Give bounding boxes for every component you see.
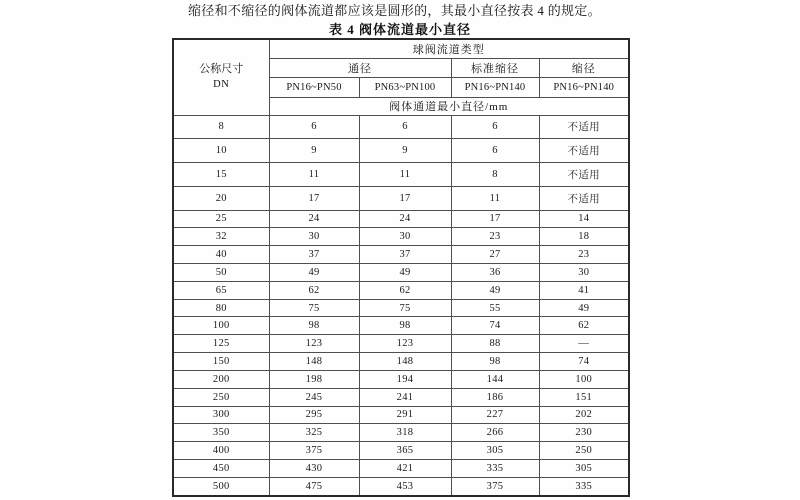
table-row (173, 186, 629, 210)
value-cell: 227 (451, 406, 539, 424)
value-cell: 186 (451, 388, 539, 406)
value-cell: 27 (451, 246, 539, 264)
value-cell: 6 (359, 115, 451, 139)
dn-cell: 350 (173, 424, 269, 442)
value-cell: 49 (269, 264, 359, 282)
header-flow-type: 球阀流道类型 (269, 39, 629, 58)
value-cell: 430 (269, 459, 359, 477)
value-cell: 75 (269, 299, 359, 317)
table-header (173, 39, 629, 115)
table-row (173, 317, 629, 335)
table-row (173, 246, 629, 264)
value-cell: 30 (539, 264, 629, 282)
table-row (173, 163, 629, 187)
header-pn63-pn100: PN63~PN100 (359, 77, 451, 97)
value-cell: 17 (451, 210, 539, 228)
value-cell: 291 (359, 406, 451, 424)
value-cell: 24 (359, 210, 451, 228)
value-cell: 23 (539, 246, 629, 264)
dn-cell: 400 (173, 442, 269, 460)
value-cell: 62 (269, 281, 359, 299)
value-cell: 453 (359, 477, 451, 496)
table-row (173, 424, 629, 442)
header-reduced-bore: 缩径 (539, 58, 629, 77)
table-row (173, 228, 629, 246)
value-cell: 421 (359, 459, 451, 477)
dn-cell: 300 (173, 406, 269, 424)
value-cell: 30 (359, 228, 451, 246)
table-row (173, 353, 629, 371)
table-row (173, 477, 629, 496)
value-cell: 49 (451, 281, 539, 299)
header-pn16-pn140-std: PN16~PN140 (451, 77, 539, 97)
value-cell: 不适用 (539, 163, 629, 187)
value-cell: 8 (451, 163, 539, 187)
value-cell: 305 (539, 459, 629, 477)
table-row (173, 264, 629, 282)
table-row (173, 442, 629, 460)
valve-bore-table (172, 38, 630, 497)
value-cell: 375 (269, 442, 359, 460)
dn-cell: 40 (173, 246, 269, 264)
value-cell: 98 (359, 317, 451, 335)
value-cell: 241 (359, 388, 451, 406)
dn-cell: 32 (173, 228, 269, 246)
value-cell: 41 (539, 281, 629, 299)
dn-cell: 65 (173, 281, 269, 299)
value-cell: 151 (539, 388, 629, 406)
value-cell: 100 (539, 370, 629, 388)
header-row-group (173, 39, 629, 58)
value-cell: 198 (269, 370, 359, 388)
value-cell: — (539, 335, 629, 353)
dn-cell: 8 (173, 115, 269, 139)
value-cell: 24 (269, 210, 359, 228)
dn-cell: 125 (173, 335, 269, 353)
dn-sub-label: DN (213, 79, 230, 91)
header-standard-reduced-bore: 标准缩径 (451, 58, 539, 77)
value-cell: 98 (451, 353, 539, 371)
table-caption: 表 4 阀体流道最小直径 (328, 22, 471, 37)
value-cell: 9 (269, 139, 359, 163)
table-row (173, 388, 629, 406)
value-cell: 148 (269, 353, 359, 371)
table-row (173, 115, 629, 139)
value-cell: 194 (359, 370, 451, 388)
table-row (173, 370, 629, 388)
dn-cell: 150 (173, 353, 269, 371)
value-cell: 6 (451, 115, 539, 139)
value-cell: 11 (359, 163, 451, 187)
value-cell: 318 (359, 424, 451, 442)
table-row (173, 406, 629, 424)
value-cell: 17 (269, 186, 359, 210)
value-cell: 123 (269, 335, 359, 353)
value-cell: 11 (269, 163, 359, 187)
value-cell: 144 (451, 370, 539, 388)
value-cell: 不适用 (539, 139, 629, 163)
value-cell: 123 (359, 335, 451, 353)
value-cell: 37 (269, 246, 359, 264)
value-cell: 325 (269, 424, 359, 442)
value-cell: 37 (359, 246, 451, 264)
dn-cell: 80 (173, 299, 269, 317)
value-cell: 375 (451, 477, 539, 496)
value-cell: 250 (539, 442, 629, 460)
value-cell: 不适用 (539, 186, 629, 210)
intro-paragraph: 缩径和不缩径的阀体流道都应该是圆形的，其最小直径按表 4 的规定。 (188, 3, 601, 18)
table-body (173, 115, 629, 496)
value-cell: 9 (359, 139, 451, 163)
value-cell: 88 (451, 335, 539, 353)
value-cell: 75 (359, 299, 451, 317)
value-cell: 不适用 (539, 115, 629, 139)
header-dn-cell (173, 39, 269, 115)
value-cell: 98 (269, 317, 359, 335)
dn-cell: 100 (173, 317, 269, 335)
table-row (173, 299, 629, 317)
value-cell: 23 (451, 228, 539, 246)
value-cell: 230 (539, 424, 629, 442)
value-cell: 14 (539, 210, 629, 228)
value-cell: 335 (451, 459, 539, 477)
value-cell: 148 (359, 353, 451, 371)
dn-cell: 20 (173, 186, 269, 210)
value-cell: 17 (359, 186, 451, 210)
dn-label: 公称尺寸 (199, 63, 244, 76)
value-cell: 202 (539, 406, 629, 424)
value-cell: 245 (269, 388, 359, 406)
value-cell: 365 (359, 442, 451, 460)
value-cell: 18 (539, 228, 629, 246)
header-full-bore: 通径 (269, 58, 451, 77)
dn-cell: 450 (173, 459, 269, 477)
dn-cell: 10 (173, 139, 269, 163)
value-cell: 475 (269, 477, 359, 496)
dn-cell: 250 (173, 388, 269, 406)
value-cell: 74 (539, 353, 629, 371)
header-pn16-pn140-red: PN16~PN140 (539, 77, 629, 97)
value-cell: 295 (269, 406, 359, 424)
value-cell: 74 (451, 317, 539, 335)
header-pn16-pn50: PN16~PN50 (269, 77, 359, 97)
header-unit: 阀体通道最小直径/mm (269, 97, 629, 115)
value-cell: 11 (451, 186, 539, 210)
value-cell: 305 (451, 442, 539, 460)
value-cell: 49 (359, 264, 451, 282)
dn-cell: 200 (173, 370, 269, 388)
table-row (173, 459, 629, 477)
value-cell: 6 (451, 139, 539, 163)
value-cell: 62 (359, 281, 451, 299)
table-row (173, 210, 629, 228)
value-cell: 55 (451, 299, 539, 317)
dn-cell: 50 (173, 264, 269, 282)
value-cell: 36 (451, 264, 539, 282)
value-cell: 266 (451, 424, 539, 442)
value-cell: 335 (539, 477, 629, 496)
dn-cell: 500 (173, 477, 269, 496)
value-cell: 62 (539, 317, 629, 335)
table-row (173, 335, 629, 353)
table-row (173, 281, 629, 299)
table-row (173, 139, 629, 163)
value-cell: 6 (269, 115, 359, 139)
dn-cell: 25 (173, 210, 269, 228)
value-cell: 30 (269, 228, 359, 246)
value-cell: 49 (539, 299, 629, 317)
dn-cell: 15 (173, 163, 269, 187)
